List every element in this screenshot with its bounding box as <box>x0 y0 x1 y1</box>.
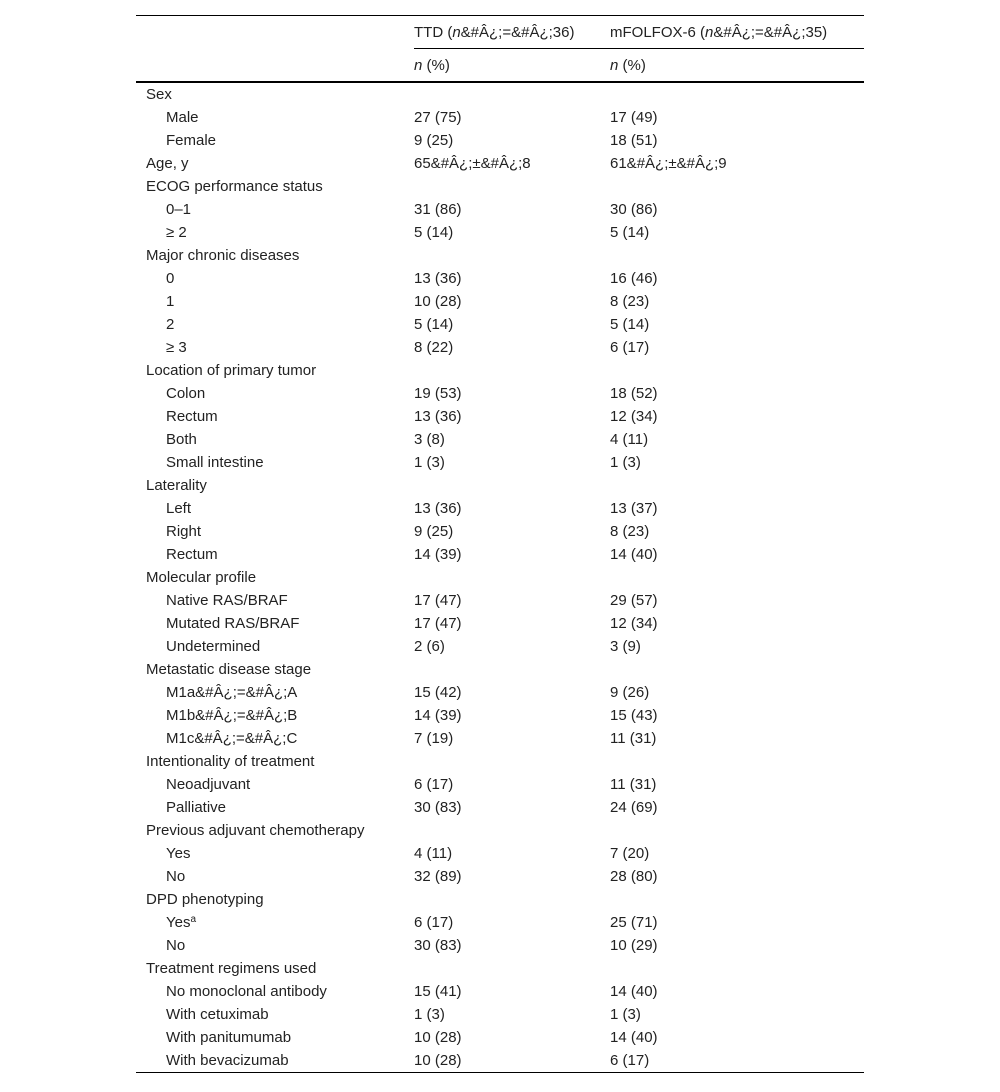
row-label-text: DPD phenotyping <box>146 891 264 908</box>
ttd-value: 15 (42) <box>414 684 462 701</box>
row-label-text: Left <box>166 500 192 517</box>
row-label-text: No monoclonal antibody <box>166 983 327 1000</box>
row-sub-label <box>136 267 414 290</box>
header-row-groups <box>136 16 864 49</box>
row-sub-label <box>136 934 414 957</box>
row-sub-label <box>136 129 414 152</box>
mfolfox-value <box>610 957 864 980</box>
ttd-value: 4 (11) <box>414 845 453 862</box>
row-sub-label <box>136 865 414 888</box>
mfolfox-value <box>610 819 864 842</box>
table-row <box>136 888 864 911</box>
mfolfox-value: 7 (20) <box>610 845 650 862</box>
mfolfox-value: 4 (11) <box>610 431 649 448</box>
table-row <box>136 980 864 1003</box>
row-sub-label <box>136 911 414 934</box>
ttd-value: 14 (39) <box>414 707 462 724</box>
row-label-text: With cetuximab <box>166 1006 269 1023</box>
row-sub-label <box>136 612 414 635</box>
table-row <box>136 451 864 474</box>
footnote-marker: a <box>190 914 197 925</box>
row-label-text: ECOG performance status <box>146 178 323 195</box>
mfolfox-value: 8 (23) <box>610 293 650 310</box>
mfolfox-value: 29 (57) <box>610 592 658 609</box>
row-category-label <box>136 474 414 497</box>
header-mfolfox-n: n <box>705 23 714 41</box>
mfolfox-value: 30 (86) <box>610 201 658 218</box>
table-row <box>136 221 864 244</box>
row-sub-label <box>136 336 414 359</box>
row-label-text: M1c&#Â¿;=&#Â¿;C <box>166 730 298 747</box>
row-category-label <box>136 819 414 842</box>
row-sub-label <box>136 1026 414 1049</box>
table-row <box>136 244 864 267</box>
table-row <box>136 566 864 589</box>
mfolfox-value <box>610 82 864 106</box>
header-mfolfox <box>610 16 864 49</box>
ttd-value: 8 (22) <box>414 339 454 356</box>
ttd-value: 27 (75) <box>414 109 462 126</box>
table-row <box>136 152 864 175</box>
table-row <box>136 635 864 658</box>
row-category-label <box>136 750 414 773</box>
header-ttd-prefix: TTD ( <box>414 23 453 41</box>
row-label-text: 0–1 <box>166 201 192 218</box>
units-ttd-n: n <box>414 56 423 74</box>
ttd-value: 17 (47) <box>414 615 462 632</box>
baseline-characteristics-table-wrapper <box>136 15 864 1073</box>
row-category-label <box>136 175 414 198</box>
table-row <box>136 175 864 198</box>
ttd-value: 19 (53) <box>414 385 462 402</box>
row-label-text: Mutated RAS/BRAF <box>166 615 300 632</box>
table-row <box>136 290 864 313</box>
row-label-text: Age, y <box>146 155 189 172</box>
row-sub-label <box>136 428 414 451</box>
row-sub-label <box>136 451 414 474</box>
row-label-text: Colon <box>166 385 206 402</box>
row-sub-label <box>136 1003 414 1026</box>
ttd-value: 65&#Â¿;±&#Â¿;8 <box>414 155 531 172</box>
ttd-value: 17 (47) <box>414 592 462 609</box>
table-body <box>136 82 864 1073</box>
row-label-text: M1a&#Â¿;=&#Â¿;A <box>166 684 298 701</box>
table-row <box>136 336 864 359</box>
ttd-value: 6 (17) <box>414 776 454 793</box>
row-sub-label <box>136 313 414 336</box>
mfolfox-value: 5 (14) <box>610 224 650 241</box>
row-sub-label <box>136 290 414 313</box>
mfolfox-value <box>610 244 864 267</box>
mfolfox-value <box>610 566 864 589</box>
row-category-label <box>136 888 414 911</box>
row-label-text: Yes <box>166 914 191 931</box>
table-row <box>136 497 864 520</box>
ttd-value <box>414 82 610 106</box>
mfolfox-value <box>610 175 864 198</box>
row-sub-label <box>136 704 414 727</box>
ttd-value <box>414 658 610 681</box>
ttd-value <box>414 244 610 267</box>
row-sub-label <box>136 520 414 543</box>
row-label-text: Location of primary tumor <box>146 362 317 379</box>
ttd-value: 5 (14) <box>414 316 454 333</box>
ttd-value: 2 (6) <box>414 638 445 655</box>
row-label-text: Native RAS/BRAF <box>166 592 288 609</box>
row-label-text: Yes <box>166 845 191 862</box>
mfolfox-value <box>610 750 864 773</box>
mfolfox-value: 24 (69) <box>610 799 658 816</box>
mfolfox-value <box>610 658 864 681</box>
ttd-value: 7 (19) <box>414 730 454 747</box>
row-label-text: 1 <box>166 293 175 310</box>
row-sub-label <box>136 589 414 612</box>
row-label-text: Small intestine <box>166 454 264 471</box>
table-row <box>136 1049 864 1073</box>
row-label-text: Treatment regimens used <box>146 960 317 977</box>
row-label-text: No <box>166 937 186 954</box>
baseline-characteristics-table <box>136 15 864 1073</box>
table-row <box>136 106 864 129</box>
mfolfox-value <box>610 888 864 911</box>
row-category-label <box>136 82 414 106</box>
mfolfox-value: 18 (52) <box>610 385 658 402</box>
row-label-text: Undetermined <box>166 638 261 655</box>
row-label-text: Molecular profile <box>146 569 257 586</box>
row-label-text: Major chronic diseases <box>146 247 300 264</box>
row-label-text: Male <box>166 109 199 126</box>
table-row <box>136 796 864 819</box>
header-ttd <box>414 16 610 49</box>
mfolfox-value: 61&#Â¿;±&#Â¿;9 <box>610 155 727 172</box>
row-label-text: Both <box>166 431 197 448</box>
units-mfolfox-n: n <box>610 56 619 74</box>
mfolfox-value: 25 (71) <box>610 914 658 931</box>
table-row <box>136 842 864 865</box>
table-row <box>136 359 864 382</box>
mfolfox-value: 18 (51) <box>610 132 658 149</box>
row-label-text: ≥ 2 <box>166 224 187 241</box>
table-row <box>136 727 864 750</box>
row-sub-label <box>136 106 414 129</box>
row-sub-label <box>136 681 414 704</box>
table-row <box>136 198 864 221</box>
table-row <box>136 957 864 980</box>
mfolfox-value: 17 (49) <box>610 109 658 126</box>
ttd-value: 3 (8) <box>414 431 445 448</box>
ttd-value: 30 (83) <box>414 799 462 816</box>
row-category-label <box>136 359 414 382</box>
header-row-units <box>136 49 864 83</box>
header-units-blank <box>136 49 414 83</box>
mfolfox-value: 5 (14) <box>610 316 650 333</box>
row-sub-label <box>136 497 414 520</box>
row-label-text: Right <box>166 523 202 540</box>
mfolfox-value: 28 (80) <box>610 868 658 885</box>
header-ttd-n: n <box>452 23 461 41</box>
ttd-value: 13 (36) <box>414 500 462 517</box>
ttd-value: 15 (41) <box>414 983 462 1000</box>
table-row <box>136 543 864 566</box>
mfolfox-value: 15 (43) <box>610 707 658 724</box>
table-row <box>136 267 864 290</box>
table-row <box>136 773 864 796</box>
ttd-value <box>414 888 610 911</box>
row-sub-label <box>136 543 414 566</box>
ttd-value: 13 (36) <box>414 408 462 425</box>
mfolfox-value <box>610 359 864 382</box>
table-row <box>136 704 864 727</box>
table-row <box>136 129 864 152</box>
ttd-value: 10 (28) <box>414 293 462 310</box>
row-label-text: Rectum <box>166 408 218 425</box>
ttd-value: 30 (83) <box>414 937 462 954</box>
header-mfolfox-suffix: &#Â¿;=&#Â¿;35) <box>713 23 828 41</box>
row-label-text: With bevacizumab <box>166 1052 289 1069</box>
ttd-value: 13 (36) <box>414 270 462 287</box>
mfolfox-value: 14 (40) <box>610 983 658 1000</box>
mfolfox-value: 1 (3) <box>610 454 641 471</box>
row-label-text: Metastatic disease stage <box>146 661 312 678</box>
row-sub-label <box>136 405 414 428</box>
table-row <box>136 382 864 405</box>
row-category-label <box>136 957 414 980</box>
row-label-text: Female <box>166 132 217 149</box>
header-blank <box>136 16 414 49</box>
ttd-value: 10 (28) <box>414 1029 462 1046</box>
table-row <box>136 819 864 842</box>
table-row <box>136 658 864 681</box>
row-label-text: Rectum <box>166 546 218 563</box>
ttd-value: 5 (14) <box>414 224 454 241</box>
table-row <box>136 865 864 888</box>
mfolfox-value: 11 (31) <box>610 776 657 793</box>
ttd-value <box>414 359 610 382</box>
row-sub-label <box>136 842 414 865</box>
row-label-text: 0 <box>166 270 175 287</box>
row-label-text: Laterality <box>146 477 207 494</box>
ttd-value: 14 (39) <box>414 546 462 563</box>
row-sub-label <box>136 635 414 658</box>
row-sub-label <box>136 1049 414 1073</box>
ttd-value: 6 (17) <box>414 914 454 931</box>
header-ttd-suffix: &#Â¿;=&#Â¿;36) <box>460 23 575 41</box>
mfolfox-value: 8 (23) <box>610 523 650 540</box>
row-label-text: Neoadjuvant <box>166 776 251 793</box>
ttd-value: 1 (3) <box>414 1006 445 1023</box>
row-category-label <box>136 152 414 175</box>
table-row <box>136 934 864 957</box>
ttd-value: 31 (86) <box>414 201 462 218</box>
row-label-text: M1b&#Â¿;=&#Â¿;B <box>166 707 298 724</box>
mfolfox-value: 3 (9) <box>610 638 641 655</box>
ttd-value <box>414 957 610 980</box>
mfolfox-value: 10 (29) <box>610 937 658 954</box>
table-row <box>136 405 864 428</box>
table-row <box>136 313 864 336</box>
row-label-text: 2 <box>166 316 175 333</box>
ttd-value <box>414 175 610 198</box>
row-sub-label <box>136 382 414 405</box>
row-sub-label <box>136 221 414 244</box>
row-label-text: No <box>166 868 186 885</box>
units-mfolfox-pct: (%) <box>618 56 646 74</box>
table-row <box>136 750 864 773</box>
header-units-ttd <box>414 49 610 83</box>
mfolfox-value: 6 (17) <box>610 1049 864 1073</box>
mfolfox-value: 14 (40) <box>610 546 658 563</box>
mfolfox-value: 1 (3) <box>610 1006 641 1023</box>
header-units-mfolfox <box>610 49 864 83</box>
table-row <box>136 520 864 543</box>
mfolfox-value: 11 (31) <box>610 730 657 747</box>
mfolfox-value: 13 (37) <box>610 500 658 517</box>
mfolfox-value: 9 (26) <box>610 684 650 701</box>
mfolfox-value: 12 (34) <box>610 408 658 425</box>
header-mfolfox-prefix: mFOLFOX-6 ( <box>610 23 706 41</box>
row-label-text: With panitumumab <box>166 1029 292 1046</box>
mfolfox-value: 12 (34) <box>610 615 658 632</box>
row-category-label <box>136 244 414 267</box>
mfolfox-value: 6 (17) <box>610 339 650 356</box>
ttd-value <box>414 566 610 589</box>
row-category-label <box>136 566 414 589</box>
row-sub-label <box>136 727 414 750</box>
ttd-value: 32 (89) <box>414 868 462 885</box>
mfolfox-value <box>610 474 864 497</box>
table-row <box>136 612 864 635</box>
row-sub-label <box>136 796 414 819</box>
ttd-value <box>414 819 610 842</box>
ttd-value: 9 (25) <box>414 523 454 540</box>
table-row <box>136 589 864 612</box>
mfolfox-value: 14 (40) <box>610 1029 658 1046</box>
table-row <box>136 911 864 934</box>
mfolfox-value: 16 (46) <box>610 270 658 287</box>
ttd-value: 1 (3) <box>414 454 445 471</box>
units-ttd-pct: (%) <box>422 56 450 74</box>
row-label-text: Palliative <box>166 799 227 816</box>
table-row <box>136 428 864 451</box>
row-label-text: Intentionality of treatment <box>146 753 315 770</box>
table-row <box>136 1026 864 1049</box>
table-header <box>136 16 864 83</box>
table-row <box>136 474 864 497</box>
row-sub-label <box>136 773 414 796</box>
row-label-text: ≥ 3 <box>166 339 187 356</box>
ttd-value <box>414 750 610 773</box>
ttd-value: 9 (25) <box>414 132 454 149</box>
table-row <box>136 681 864 704</box>
table-row <box>136 82 864 106</box>
row-label-text: Sex <box>146 86 172 103</box>
ttd-value: 10 (28) <box>414 1049 610 1073</box>
row-sub-label <box>136 198 414 221</box>
row-label-text: Previous adjuvant chemotherapy <box>146 822 365 839</box>
ttd-value <box>414 474 610 497</box>
row-sub-label <box>136 980 414 1003</box>
table-row <box>136 1003 864 1026</box>
row-category-label <box>136 658 414 681</box>
